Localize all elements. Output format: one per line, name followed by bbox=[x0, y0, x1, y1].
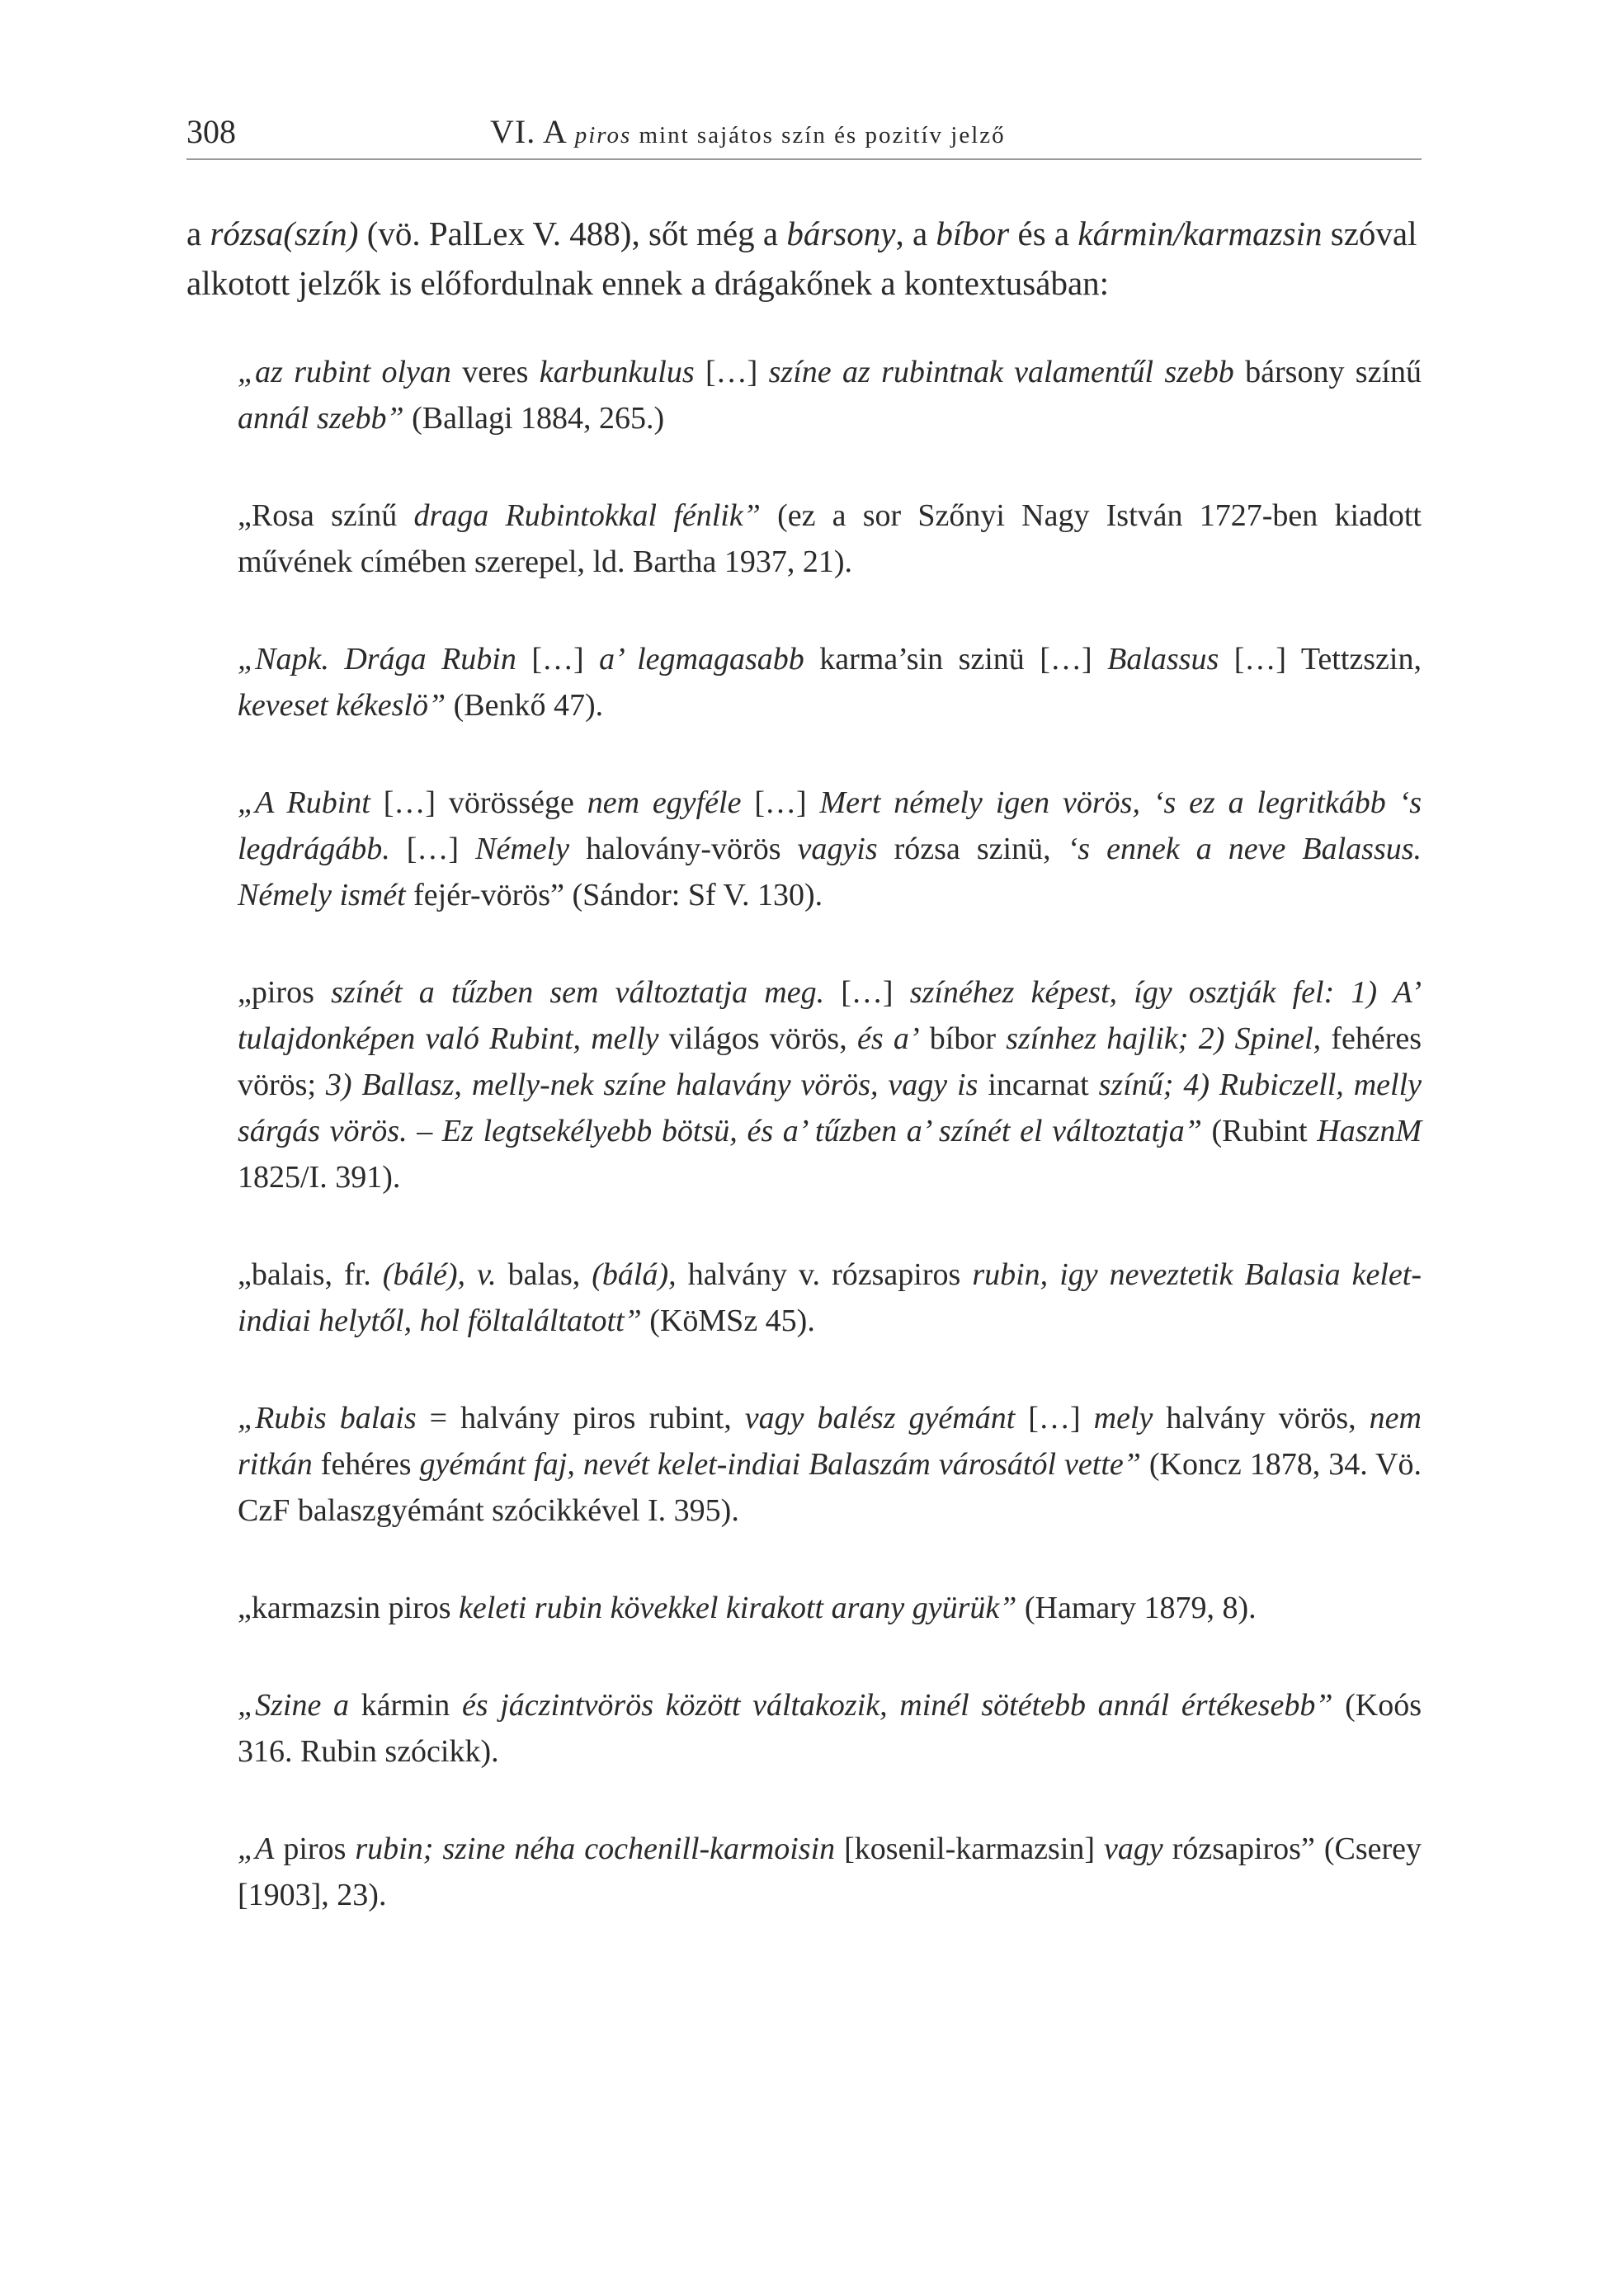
text-run: fejér-vörös” (Sándor: Sf V. 130). bbox=[405, 878, 823, 912]
italic-run: rózsa(szín) bbox=[210, 215, 359, 252]
italic-run: karbunkulus bbox=[539, 355, 695, 389]
text-run: , a bbox=[895, 215, 936, 252]
text-run: veres bbox=[450, 355, 540, 389]
text-run: (Rubint bbox=[1201, 1114, 1318, 1148]
text-run: (Benkő 47). bbox=[446, 688, 604, 723]
text-run: […] vörössége bbox=[370, 785, 587, 820]
italic-run: színéhez képest, így osztják fel: 1) A’ tulajdonképen való Rubint, melly bbox=[238, 975, 1422, 1056]
running-head bbox=[186, 112, 1422, 160]
text-run: […] bbox=[741, 785, 820, 820]
text-run: (KöMSz 45). bbox=[641, 1304, 815, 1338]
italic-run: gyémánt faj, nevét kelet-indiai Balaszám városától vette” bbox=[419, 1447, 1141, 1482]
text-run: „karmazsin piros bbox=[238, 1591, 460, 1625]
italic-run: „Rubis balais bbox=[238, 1401, 417, 1436]
text-run: a bbox=[186, 215, 210, 252]
text-run: bársony színű bbox=[1233, 355, 1422, 389]
running-title-rest: mint sajátos szín és pozitív jelző bbox=[631, 122, 1006, 149]
running-title-prefix: VI. A bbox=[490, 113, 575, 150]
text-run: „Rosa színű bbox=[238, 498, 414, 533]
italic-run: kármin/karmazsin bbox=[1078, 215, 1323, 252]
running-title bbox=[490, 112, 1006, 151]
quote-3 bbox=[238, 636, 1422, 728]
quote-5 bbox=[238, 969, 1422, 1200]
italic-run: színét a tűzben sem változtatja meg. bbox=[331, 975, 825, 1010]
italic-run: (bálá), bbox=[592, 1257, 677, 1292]
quote-1 bbox=[238, 349, 1422, 441]
italic-run: (bálé), v. bbox=[382, 1257, 497, 1292]
text-run: piros bbox=[274, 1832, 356, 1866]
text-run: [kosenil-karmazsin] bbox=[835, 1832, 1105, 1866]
running-title-italic: piros bbox=[574, 122, 632, 149]
text-run: incarnat bbox=[978, 1068, 1099, 1102]
italic-run: Mert némely igen vörös, ‘s ez a legritkább ‘s legdrágább. bbox=[238, 785, 1422, 866]
text-run: […] bbox=[694, 355, 769, 389]
text-run: rózsa szinü, bbox=[877, 832, 1068, 866]
text-run: […] bbox=[516, 642, 600, 677]
italic-run: „Szine a bbox=[238, 1688, 349, 1723]
italic-run: „Napk. Drága Rubin bbox=[238, 642, 516, 677]
text-run: […] bbox=[1015, 1401, 1094, 1436]
quote-8 bbox=[238, 1585, 1422, 1631]
text-run: (Ballagi 1884, 265.) bbox=[403, 401, 665, 436]
italic-run: „az rubint olyan bbox=[238, 355, 451, 389]
italic-run: vagyis bbox=[797, 832, 878, 866]
text-run: bíbor bbox=[919, 1021, 1007, 1056]
text-run: (Koós 316. Rubin szócikk). bbox=[238, 1688, 1422, 1769]
text-run: szóval alkotott jelzők is előfordulnak ennek a drágakőnek a kontextusában: bbox=[186, 215, 1417, 302]
page-number: 308 bbox=[186, 113, 236, 150]
text-run: 1825/I. 391). bbox=[238, 1160, 401, 1195]
italic-run: Balassus bbox=[1107, 642, 1219, 677]
italic-run: keleti rubin kövekkel kirakott arany gyürük” bbox=[459, 1591, 1017, 1625]
quote-4 bbox=[238, 780, 1422, 918]
text-run: = halvány piros rubint, bbox=[416, 1401, 745, 1436]
text-run: […] Tettzszin, bbox=[1219, 642, 1422, 677]
text-run: (Hamary 1879, 8). bbox=[1016, 1591, 1257, 1625]
text-run: (ez a sor Szőnyi Nagy István 1727-ben kiadott művének címében szerepel, ld. Bartha 1937, 21). bbox=[238, 498, 1422, 579]
italic-run: „A bbox=[238, 1832, 275, 1866]
italic-run: színhez hajlik; 2) Spinel, bbox=[1006, 1021, 1322, 1056]
quote-6 bbox=[238, 1252, 1422, 1344]
text-run: karma’sin szinü […] bbox=[804, 642, 1108, 677]
italic-run: bársony bbox=[786, 215, 896, 252]
quotations bbox=[238, 349, 1422, 1969]
text-run: halovány-vörös bbox=[569, 832, 798, 866]
text-run: és a bbox=[1009, 215, 1078, 252]
text-run: „balais, fr. bbox=[238, 1257, 383, 1292]
italic-run: mely bbox=[1093, 1401, 1153, 1436]
italic-run: színű; 4) Rubiczell, melly sárgás vörös. – Ez legtsekélyebb bötsü, és a’ tűzben a’ színét el változtatja” bbox=[238, 1068, 1422, 1148]
italic-run: draga Rubintokkal fénlik” bbox=[413, 498, 761, 533]
quote-9 bbox=[238, 1682, 1422, 1775]
text-run: (vö. PalLex V. 488), sőt még a bbox=[358, 215, 787, 252]
text-run: fehéres bbox=[312, 1447, 420, 1482]
italic-run: rubin; szine néha cochenill-karmoisin bbox=[355, 1832, 836, 1866]
italic-run: vagy balész gyémánt bbox=[744, 1401, 1016, 1436]
text-run: (Koncz 1878, 34. Vö. CzF balaszgyémánt szócikkével I. 395). bbox=[238, 1447, 1422, 1528]
italic-run: ‘s ennek a neve Balassus. Némely ismét bbox=[238, 832, 1422, 912]
text-run: halvány vörös, bbox=[1153, 1401, 1370, 1436]
text-run: világos vörös, bbox=[658, 1021, 857, 1056]
italic-run: vagy bbox=[1104, 1832, 1163, 1866]
italic-run: bíbor bbox=[936, 215, 1010, 252]
italic-run: annál szebb” bbox=[238, 401, 404, 436]
italic-run: nem egyféle bbox=[587, 785, 742, 820]
text-run: balas, bbox=[496, 1257, 592, 1292]
text-run: rózsapiros” (Cserey [1903], 23). bbox=[238, 1832, 1422, 1912]
text-run: […] bbox=[389, 832, 476, 866]
italic-run: Némely bbox=[475, 832, 570, 866]
italic-run: „A Rubint bbox=[238, 785, 370, 820]
intro-paragraph bbox=[186, 209, 1422, 308]
quote-10 bbox=[238, 1826, 1422, 1918]
italic-run: 3) Ballasz, melly-nek színe halavány vörös, vagy is bbox=[325, 1068, 978, 1102]
text-run: halvány v. rózsapiros bbox=[676, 1257, 973, 1292]
italic-run: színe az rubintnak valamentűl szebb bbox=[768, 355, 1234, 389]
italic-run: nem ritkán bbox=[238, 1401, 1422, 1482]
italic-run: keveset kékeslö” bbox=[238, 688, 446, 723]
quote-2 bbox=[238, 493, 1422, 585]
text-run: […] bbox=[824, 975, 910, 1010]
italic-run: és jáczintvörös között váltakozik, minél sötétebb annál értékesebb” bbox=[461, 1688, 1333, 1723]
italic-run: és a’ bbox=[856, 1021, 920, 1056]
text-run: kármin bbox=[349, 1688, 462, 1723]
italic-run: HasznM bbox=[1317, 1114, 1422, 1148]
italic-run: rubin, igy neveztetik Balasia kelet-indiai helytől, hol föltaláltatott” bbox=[238, 1257, 1422, 1338]
italic-run: a’ legmagasabb bbox=[599, 642, 804, 677]
text-run: fehéres vörös; bbox=[238, 1021, 1422, 1102]
text-run: „piros bbox=[238, 975, 332, 1010]
quote-7 bbox=[238, 1395, 1422, 1534]
